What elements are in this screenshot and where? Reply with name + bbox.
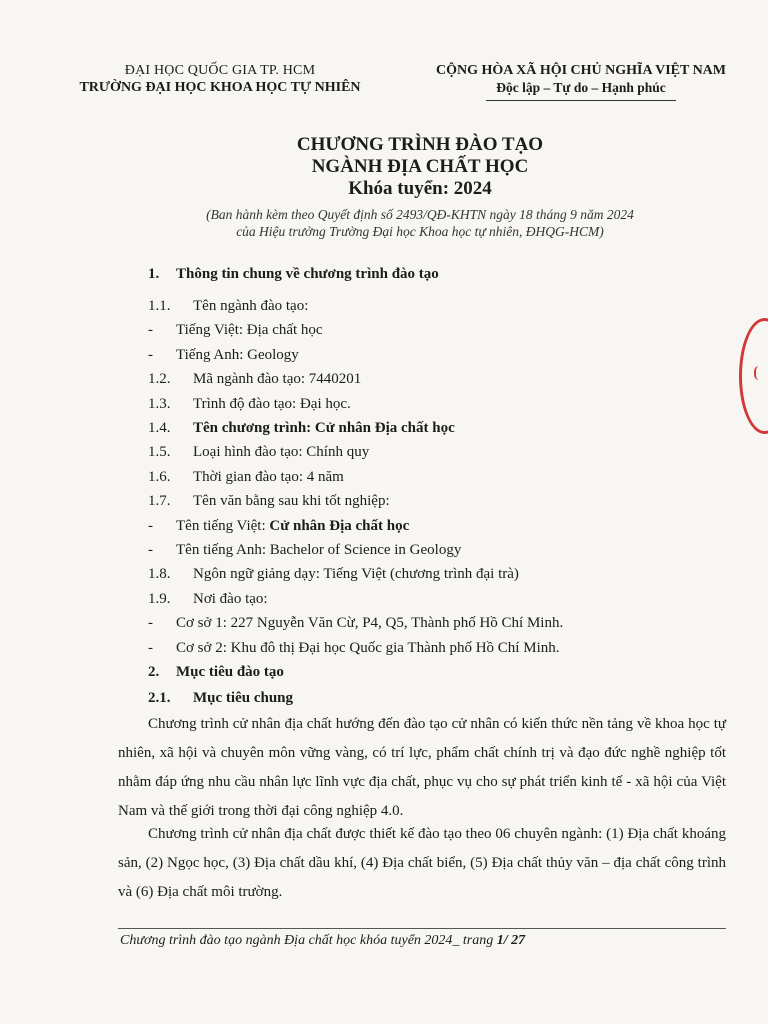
paragraph1-text: Chương trình cử nhân địa chất hướng đến đào tạo cử nhân có kiến thức nền tảng về khoa học tự nhiên, xã hội và chuyên môn vững vàng, có trí lực, phẩm chất chính trị và đạo đức nghề nghiệp tốt nhằm đáp ứng nhu cầu nhân lực lĩnh vực địa chất, phục vụ cho sự phát triển kinh tế - xã hội của Việt Nam và thế giới trong thời đại công nghiệp 4.0. <box>118 716 726 819</box>
item-text: Tên văn bằng sau khi tốt nghiệp: <box>193 493 390 510</box>
item-text: Nơi đào tạo: <box>193 590 268 607</box>
school-name: TRƯỜNG ĐẠI HỌC KHOA HỌC TỰ NHIÊN <box>79 80 361 95</box>
motto-underline <box>486 100 676 101</box>
item-text: Tên ngành đào tạo: <box>193 298 309 314</box>
subtitle-line1: (Ban hành kèm theo Quyết định số 2493/QĐ-KHTN ngày 18 tháng 9 năm 2024 <box>206 207 634 222</box>
item-text: Tiếng Việt: Địa chất học <box>176 322 323 339</box>
item-marker: 1.5. <box>148 444 171 461</box>
paragraph-specializations <box>118 820 726 907</box>
item-text: Trình độ đào tạo: Đại học. <box>193 395 351 412</box>
item-value: Cử nhân Địa chất học <box>269 517 410 534</box>
section2-1-num: 2.1. <box>148 690 171 706</box>
item-marker: 1.7. <box>148 493 171 510</box>
item-text: Tên tiếng Anh: Bachelor of Science in Geology <box>176 542 462 558</box>
item-text: Loại hình đào tạo: Chính quy <box>193 444 370 461</box>
doc-title-line1: CHƯƠNG TRÌNH ĐÀO TẠO <box>296 134 544 155</box>
item-marker: 1.8. <box>148 566 171 583</box>
page-footer <box>120 933 525 949</box>
item-text <box>193 418 455 438</box>
footer-divider <box>118 928 726 929</box>
item-marker: 1.4. <box>148 420 171 436</box>
paragraph2-text: Chương trình cử nhân địa chất được thiết kế đào tạo theo 06 chuyên ngành: (1) Địa chất khoáng sản, (2) Ngọc học, (3) Địa chất dầu khí, (4) Địa chất biển, (5) Địa chất thủy văn – địa chất công trình và (6) Địa chất môi trường. <box>118 826 726 900</box>
country-name: CỘNG HÒA XÃ HỘI CHỦ NGHĨA VIỆT NAM <box>435 63 726 78</box>
item-marker: - <box>148 639 153 656</box>
item-text: Tiếng Anh: Geology <box>176 346 299 363</box>
doc-subtitle <box>0 206 768 240</box>
section2-num: 2. <box>148 664 160 680</box>
item-marker: - <box>148 346 153 363</box>
item-text: Mã ngành đào tạo: 7440201 <box>193 371 362 388</box>
section2-1-title: Mục tiêu chung <box>193 690 294 706</box>
item-text: Ngôn ngữ giảng dạy: Tiếng Việt (chương trình đại trà) <box>193 566 519 583</box>
item-text <box>176 516 409 536</box>
item-marker: 1.6. <box>148 468 171 485</box>
national-motto: Độc lập – Tự do – Hạnh phúc <box>496 80 666 95</box>
paragraph-general-goal <box>118 710 726 826</box>
item-marker: 1.3. <box>148 395 171 412</box>
university-name: ĐẠI HỌC QUỐC GIA TP. HCM <box>124 63 316 78</box>
item-marker: - <box>148 615 153 632</box>
item-text: Thời gian đào tạo: 4 năm <box>193 468 344 485</box>
item-marker: - <box>148 542 153 558</box>
doc-title-line2: NGÀNH ĐỊA CHẤT HỌC <box>311 156 529 177</box>
section2-title: Mục tiêu đào tạo <box>176 664 284 680</box>
item-value: Cử nhân Địa chất học <box>314 420 455 436</box>
item-marker: 1.1. <box>148 298 171 314</box>
item-label: Tên tiếng Việt: <box>176 517 270 534</box>
footer-page-number: 1/ 27 <box>496 933 526 948</box>
doc-title-line3: Khóa tuyển: 2024 <box>348 178 492 199</box>
item-label: Tên chương trình: <box>193 420 315 436</box>
subtitle-line2: của Hiệu trưởng Trường Đại học Khoa học tự nhiên, ĐHQG-HCM) <box>236 224 604 239</box>
item-marker: 1.2. <box>148 371 171 388</box>
institution-header <box>60 62 380 96</box>
seal-mark-icon <box>754 366 766 380</box>
item-marker: - <box>148 517 153 534</box>
footer-text: Chương trình đào tạo ngành Địa chất học khóa tuyển 2024_ trang <box>120 933 497 948</box>
item-text: Cơ sở 2: Khu đô thị Đại học Quốc gia Thành phố Hồ Chí Minh. <box>176 639 560 656</box>
national-header <box>418 62 744 101</box>
section1-num: 1. <box>148 266 160 282</box>
item-marker: 1.9. <box>148 590 171 607</box>
item-marker: - <box>148 322 153 339</box>
section1-title: Thông tin chung về chương trình đào tạo <box>176 266 439 282</box>
item-text: Cơ sở 1: 227 Nguyễn Văn Cừ, P4, Q5, Thành phố Hồ Chí Minh. <box>176 615 564 632</box>
